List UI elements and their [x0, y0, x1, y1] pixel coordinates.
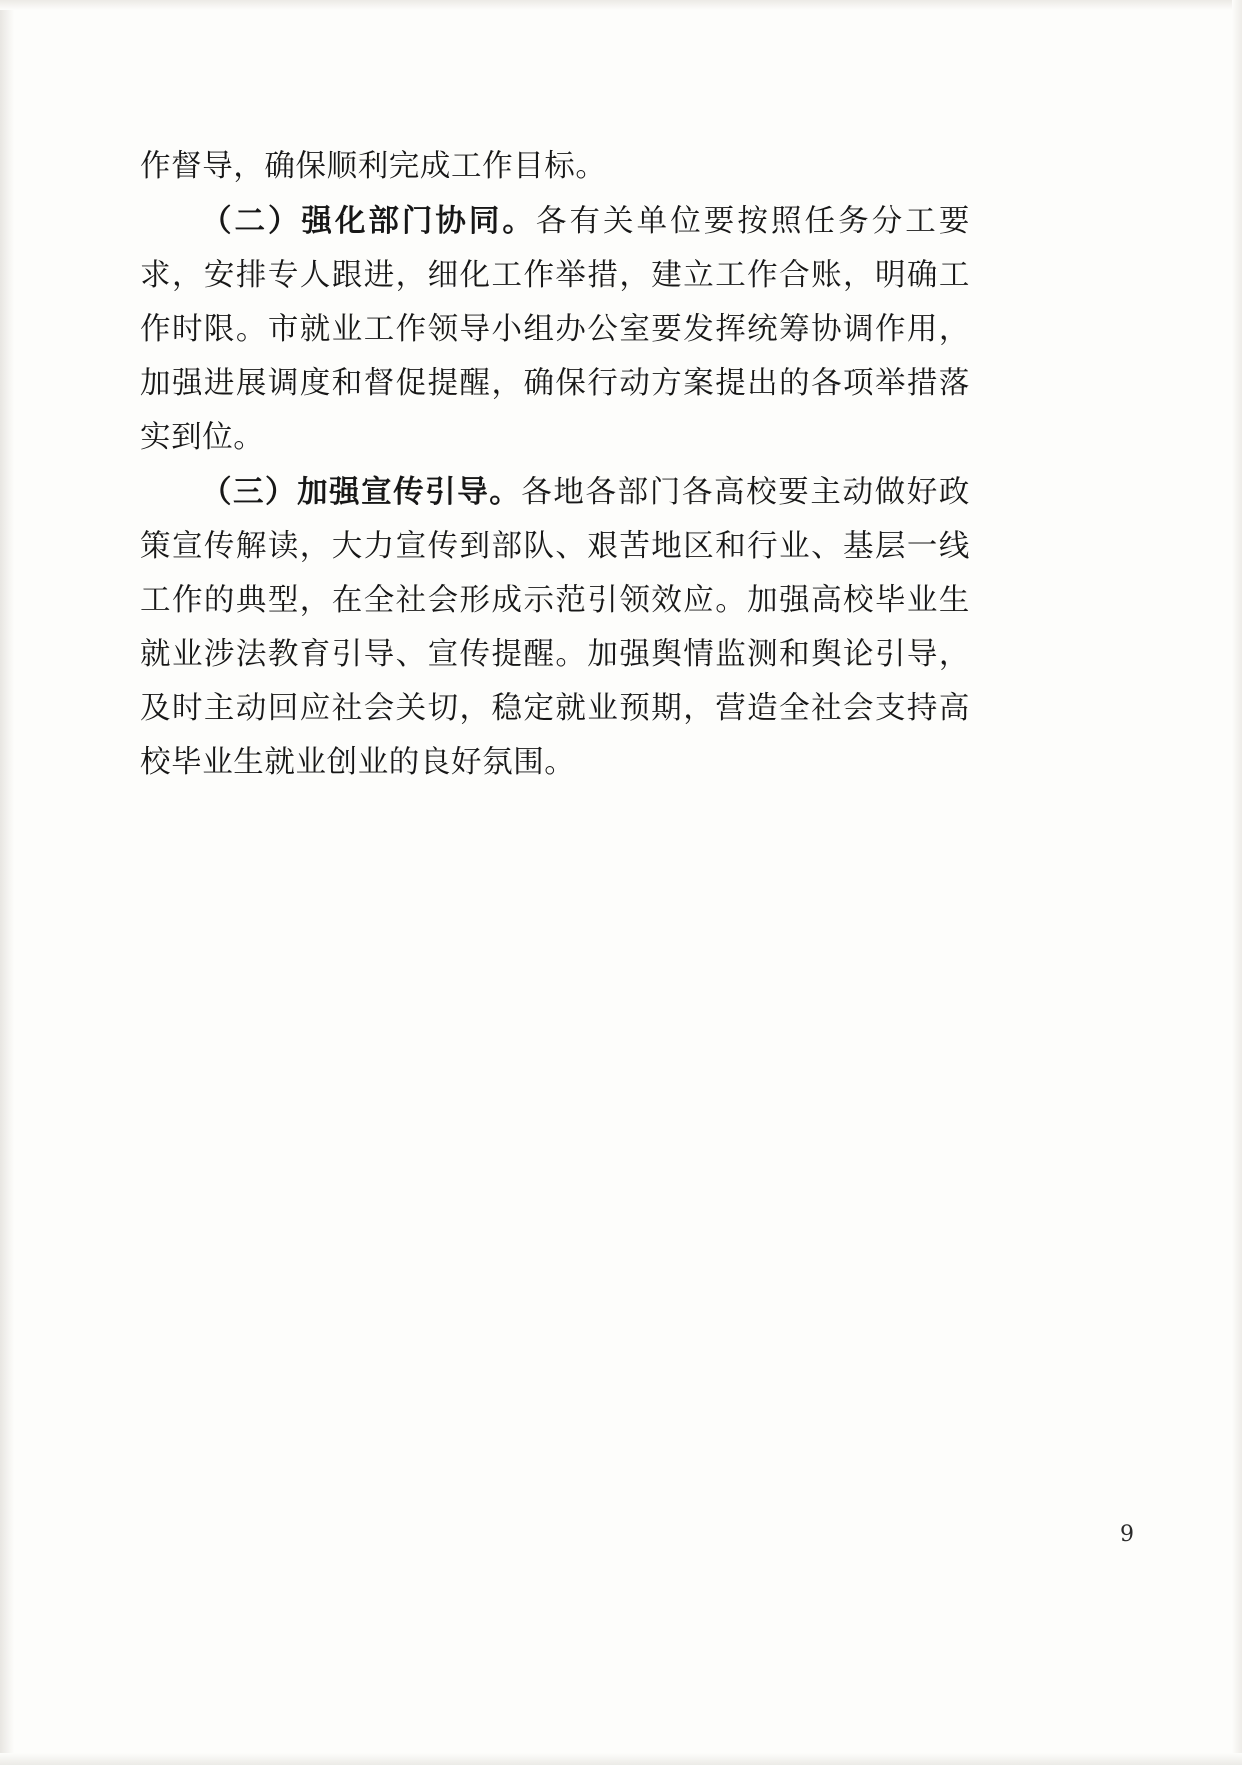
paragraph-section-three — [140, 465, 970, 790]
paragraph-text: 各地各部门各高校要主动做好政策宣传解读，大力宣传到部队、艰苦地区和行业、基层一线工作的典型，在全社会形成示范引领效应。加强高校毕业生就业涉法教育引导、宣传提醒。加强舆情监测和舆论引导，及时主动回应社会关切，稳定就业预期，营造全社会支持高校毕业生就业创业的良好氛围。 — [140, 475, 971, 780]
document-body — [140, 140, 970, 790]
page-number: 9 — [1120, 1522, 1134, 1547]
paragraph-section-two — [140, 194, 970, 465]
scan-edge-bottom — [0, 1753, 1242, 1765]
scan-edge-right — [1232, 0, 1242, 1765]
paragraph-text: 作督导，确保顺利完成工作目标。 — [140, 149, 607, 184]
scan-edge-left — [0, 0, 14, 1765]
paragraph-continued — [140, 140, 970, 194]
scan-edge-top — [0, 0, 1242, 10]
paragraph-heading-label: （二）强化部门协同。 — [201, 203, 536, 239]
paragraph-heading-label: （三）加强宣传引导。 — [201, 474, 522, 510]
paragraph-text: 各有关单位要按照任务分工要求，安排专人跟进，细化工作举措，建立工作合账，明确工作时限。市就业工作领导小组办公室要发挥统筹协调作用，加强进展调度和督促提醒，确保行动方案提出的各项举措落实到位。 — [140, 204, 970, 455]
